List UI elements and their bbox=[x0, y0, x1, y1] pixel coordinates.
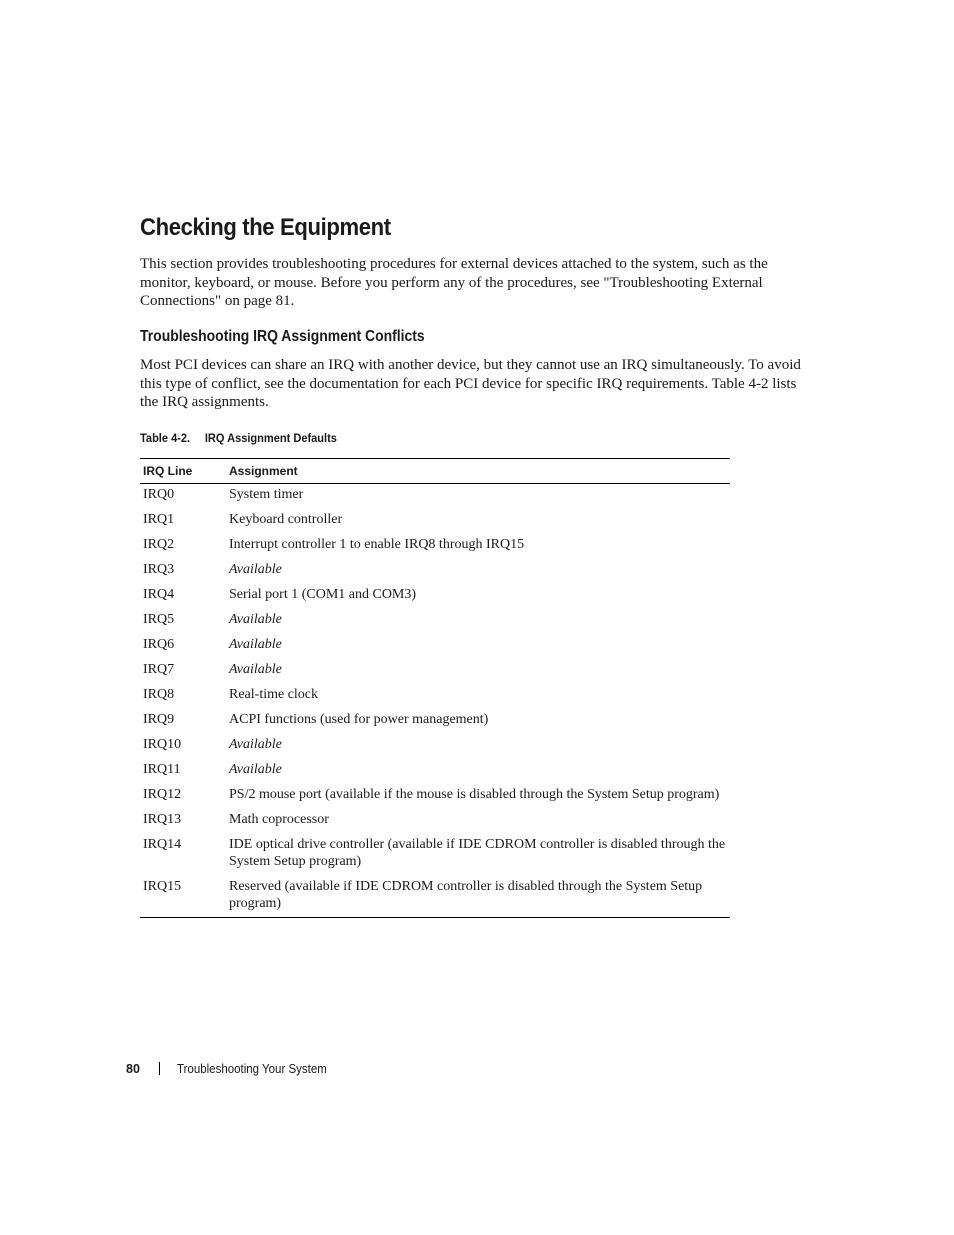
irq-line-cell: IRQ0 bbox=[143, 487, 175, 502]
irq-line-cell: IRQ7 bbox=[143, 662, 175, 677]
footer-divider bbox=[159, 1062, 160, 1075]
table-body bbox=[140, 484, 730, 918]
table-row bbox=[140, 875, 730, 918]
footer-chapter-title: Troubleshooting Your System bbox=[176, 1062, 327, 1076]
assignment-cell: Available bbox=[229, 762, 282, 777]
table-caption bbox=[140, 431, 337, 445]
assignment-cell: Available bbox=[229, 612, 282, 627]
assignment-cell: Math coprocessor bbox=[229, 812, 329, 827]
table-row bbox=[140, 833, 730, 875]
assignment-cell: IDE optical drive controller (available if IDE CDROM controller is disabled through the System Setup program) bbox=[229, 837, 726, 869]
section-paragraph: Most PCI devices can share an IRQ with another device, but they cannot use an IRQ simultaneously. To avoid this type of conflict, see the documentation for each PCI device for specific IRQ requirements. Table 4-2 lists the IRQ assignments. bbox=[140, 357, 801, 410]
table-row bbox=[140, 808, 730, 833]
assignment-cell: Interrupt controller 1 to enable IRQ8 through IRQ15 bbox=[229, 537, 525, 552]
section-heading: Troubleshooting IRQ Assignment Conflicts bbox=[140, 328, 425, 345]
assignment-cell: Available bbox=[229, 737, 282, 752]
irq-line-cell: IRQ14 bbox=[143, 837, 182, 852]
table-row bbox=[140, 583, 730, 608]
irq-line-cell: IRQ12 bbox=[143, 787, 182, 802]
table-row bbox=[140, 783, 730, 808]
table-row bbox=[140, 633, 730, 658]
table-row bbox=[140, 733, 730, 758]
irq-line-cell: IRQ8 bbox=[143, 687, 175, 702]
assignment-cell: Available bbox=[229, 662, 282, 677]
page-footer bbox=[126, 1062, 340, 1076]
irq-line-cell: IRQ3 bbox=[143, 562, 175, 577]
table-row bbox=[140, 608, 730, 633]
page-number: 80 bbox=[126, 1062, 140, 1076]
irq-line-cell: IRQ11 bbox=[143, 762, 181, 777]
irq-line-cell: IRQ13 bbox=[143, 812, 182, 827]
irq-assignment-table bbox=[140, 458, 730, 918]
assignment-cell: PS/2 mouse port (available if the mouse is disabled through the System Setup program) bbox=[229, 787, 720, 802]
irq-line-cell: IRQ2 bbox=[143, 537, 175, 552]
assignment-cell: System timer bbox=[229, 487, 304, 502]
irq-line-cell: IRQ15 bbox=[143, 879, 182, 894]
irq-line-cell: IRQ4 bbox=[143, 587, 175, 602]
table-header-row bbox=[140, 459, 730, 484]
table-row bbox=[140, 558, 730, 583]
irq-line-cell: IRQ5 bbox=[143, 612, 175, 627]
table-row bbox=[140, 683, 730, 708]
assignment-cell: Keyboard controller bbox=[229, 512, 343, 527]
irq-line-cell: IRQ6 bbox=[143, 637, 175, 652]
assignment-cell: Available bbox=[229, 637, 282, 652]
irq-line-cell: IRQ1 bbox=[143, 512, 175, 527]
table-row bbox=[140, 758, 730, 783]
irq-line-cell: IRQ10 bbox=[143, 737, 182, 752]
column-header-assignment: Assignment bbox=[226, 459, 730, 484]
intro-paragraph: This section provides troubleshooting procedures for external devices attached to the system, such as the monitor, keyboard, or mouse. Before you perform any of the procedures, see "Troubleshooting External Connections" on page 81. bbox=[140, 256, 768, 309]
column-header-irq-line: IRQ Line bbox=[140, 459, 226, 484]
table-row bbox=[140, 508, 730, 533]
assignment-cell: ACPI functions (used for power management) bbox=[229, 712, 489, 727]
table-row bbox=[140, 708, 730, 733]
assignment-cell: Real-time clock bbox=[229, 687, 319, 702]
table-row bbox=[140, 533, 730, 558]
table-row bbox=[140, 658, 730, 683]
table-title: IRQ Assignment Defaults bbox=[204, 431, 337, 445]
table-number: Table 4-2. bbox=[140, 431, 191, 445]
irq-line-cell: IRQ9 bbox=[143, 712, 175, 727]
page-title: Checking the Equipment bbox=[140, 214, 391, 241]
assignment-cell: Serial port 1 (COM1 and COM3) bbox=[229, 587, 417, 602]
assignment-cell: Reserved (available if IDE CDROM controller is disabled through the System Setup program) bbox=[229, 879, 703, 911]
assignment-cell: Available bbox=[229, 562, 282, 577]
table-row bbox=[140, 484, 730, 509]
